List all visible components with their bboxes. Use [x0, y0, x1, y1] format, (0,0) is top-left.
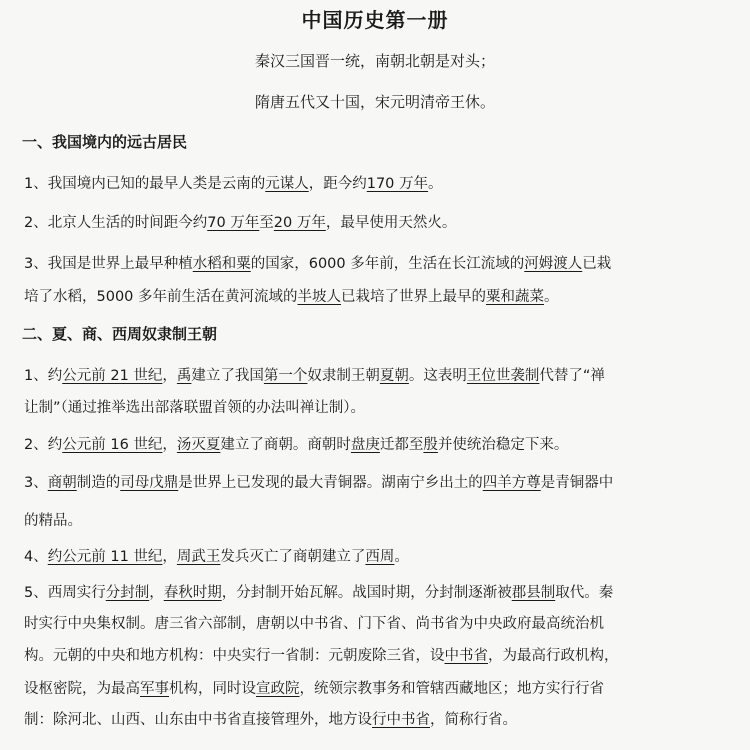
section-2-item-5-line-5 — [24, 708, 517, 729]
text-segment: 。 — [394, 549, 409, 565]
key-term: 行中书省 — [372, 712, 430, 728]
text-segment: 建立了商朝。商朝时 — [220, 437, 351, 453]
text-segment: 的国家，6000 多年前，生活在长江流域的 — [250, 256, 525, 272]
text-segment: ，最早使用天然火。 — [325, 215, 457, 231]
key-term: 元谋人 — [265, 176, 309, 192]
section-2-item-5-line-2 — [24, 612, 604, 633]
key-term: 西周 — [365, 549, 395, 565]
text-segment: 的精品。 — [24, 513, 82, 529]
key-term: 河姆渡人 — [524, 256, 583, 272]
text-segment: ，统领宗教事务和管辖西藏地区；地方实行行省 — [299, 681, 604, 697]
section-2-heading: 二、夏、商、西周奴隶制王朝 — [22, 325, 218, 343]
section-1-item-3-line-2 — [24, 285, 559, 306]
text-segment: 3、 — [24, 475, 48, 491]
section-2-item-5-line-3 — [24, 644, 619, 665]
text-segment: ， — [162, 437, 177, 453]
text-segment: 2、约 — [24, 437, 63, 453]
text-segment: 。 — [544, 289, 559, 305]
key-term: 军事 — [140, 681, 169, 697]
text-segment: 迁都至 — [379, 437, 424, 453]
key-term: 周武王 — [176, 549, 221, 565]
section-1-item-2 — [24, 211, 456, 232]
key-term: 170 万年 — [366, 176, 429, 192]
text-segment: 发兵灭亡了商朝建立了 — [220, 549, 366, 565]
text-segment: 奴隶制王朝 — [307, 368, 380, 384]
text-segment: ， — [162, 549, 177, 565]
text-segment: 制：除河北、山西、山东由中书省直接管理外，地方设 — [24, 712, 372, 728]
text-segment: 建立了我国 — [191, 368, 264, 384]
section-2-item-3-line-1 — [24, 471, 613, 492]
key-term: 郡县制 — [511, 585, 556, 601]
text-segment: 4、 — [24, 549, 48, 565]
key-term: 70 万年 — [207, 215, 260, 231]
text-segment: 制造的 — [76, 475, 121, 491]
section-2-item-2 — [24, 433, 568, 454]
key-term: 四羊方尊 — [482, 475, 541, 491]
key-term: 夏朝 — [379, 368, 409, 384]
key-term: 汤灭夏 — [176, 437, 221, 453]
text-segment: ，距今约 — [308, 176, 367, 192]
text-segment: 是青铜器中 — [540, 475, 614, 491]
section-1-item-3-line-1 — [24, 252, 611, 273]
key-term: 宣政院 — [256, 681, 300, 697]
key-term: 商朝 — [47, 475, 77, 491]
section-2-item-3-line-2 — [24, 509, 82, 530]
key-term: 公元前 16 世纪 — [62, 437, 163, 453]
text-segment: 时实行中央集权制。唐三省六部制，唐朝以中书省、门下省、尚书省为中央政府最高统治机 — [24, 616, 604, 632]
text-segment: 1、约 — [24, 368, 63, 384]
section-2-item-5-line-4 — [24, 677, 604, 698]
text-segment: 2、北京人生活的时间距今约 — [24, 215, 208, 231]
poem-line-2: 隋唐五代又十国，宋元明清帝王休。 — [254, 93, 495, 111]
key-term: 约公元前 11 世纪 — [47, 549, 163, 565]
text-segment: 5、西周实行 — [24, 585, 106, 601]
text-segment: 至 — [259, 215, 274, 231]
text-segment: 机构，同时设 — [169, 681, 256, 697]
key-term: 分封制 — [105, 585, 150, 601]
section-2-item-5-line-1 — [24, 581, 613, 602]
text-segment: ， — [162, 368, 177, 384]
text-segment: 。 — [428, 176, 443, 192]
section-2-item-1-line-2 — [24, 396, 365, 417]
text-segment: 培了水稻，5000 多年前生活在黄河流域的 — [24, 289, 298, 305]
text-segment: ， — [149, 585, 164, 601]
text-segment: 3、我国是世界上最早种植 — [24, 256, 193, 272]
key-term: 王位世袭制 — [466, 368, 540, 384]
text-segment: 已栽培了世界上最早的 — [341, 289, 487, 305]
text-segment: 是世界上已发现的最大青铜器。湖南宁乡出土的 — [178, 475, 483, 491]
text-segment: 设枢密院，为最高 — [24, 681, 140, 697]
key-term: 粟和蔬菜 — [486, 289, 545, 305]
key-term: 盘庚 — [350, 437, 380, 453]
text-segment: 构。元朝的中央和地方机构：中央实行一省制：元朝废除三省，设 — [24, 648, 445, 664]
poem-line-1: 秦汉三国晋一统，南朝北朝是对头； — [254, 52, 495, 70]
text-segment: 已栽 — [582, 256, 612, 272]
key-term: 水稻和粟 — [192, 256, 251, 272]
text-segment: ，简称行省。 — [430, 712, 517, 728]
key-term: 第一个 — [263, 368, 308, 384]
text-segment: 1、我国境内已知的最早人类是云南的 — [24, 176, 266, 192]
page-title: 中国历史第一册 — [301, 8, 449, 32]
text-segment: 让制”（通过推举选出部落联盟首领的办法叫禅让制）。 — [24, 400, 366, 416]
key-term: 禹 — [176, 368, 192, 384]
key-term: 中书省 — [444, 648, 488, 664]
section-1-heading: 一、我国境内的远古居民 — [22, 133, 188, 151]
key-term: 公元前 21 世纪 — [62, 368, 163, 384]
text-segment: ，为最高行政机构， — [488, 648, 619, 664]
section-1-item-1 — [24, 172, 443, 193]
text-segment: 并使统治稳定下来。 — [437, 437, 569, 453]
text-segment: ，分封制开始瓦解。战国时期，分封制逐渐被 — [221, 585, 512, 601]
key-term: 司母戊鼎 — [120, 475, 179, 491]
text-segment: 代替了“禅 — [539, 368, 605, 384]
section-2-item-1-line-1 — [24, 364, 605, 385]
key-term: 20 万年 — [273, 215, 326, 231]
key-term: 殷 — [423, 437, 438, 453]
text-segment: 。这表明 — [408, 368, 467, 384]
key-term: 半坡人 — [297, 289, 342, 305]
key-term: 春秋时期 — [163, 585, 222, 601]
section-2-item-4 — [24, 545, 409, 566]
text-segment: 取代。秦 — [555, 585, 614, 601]
